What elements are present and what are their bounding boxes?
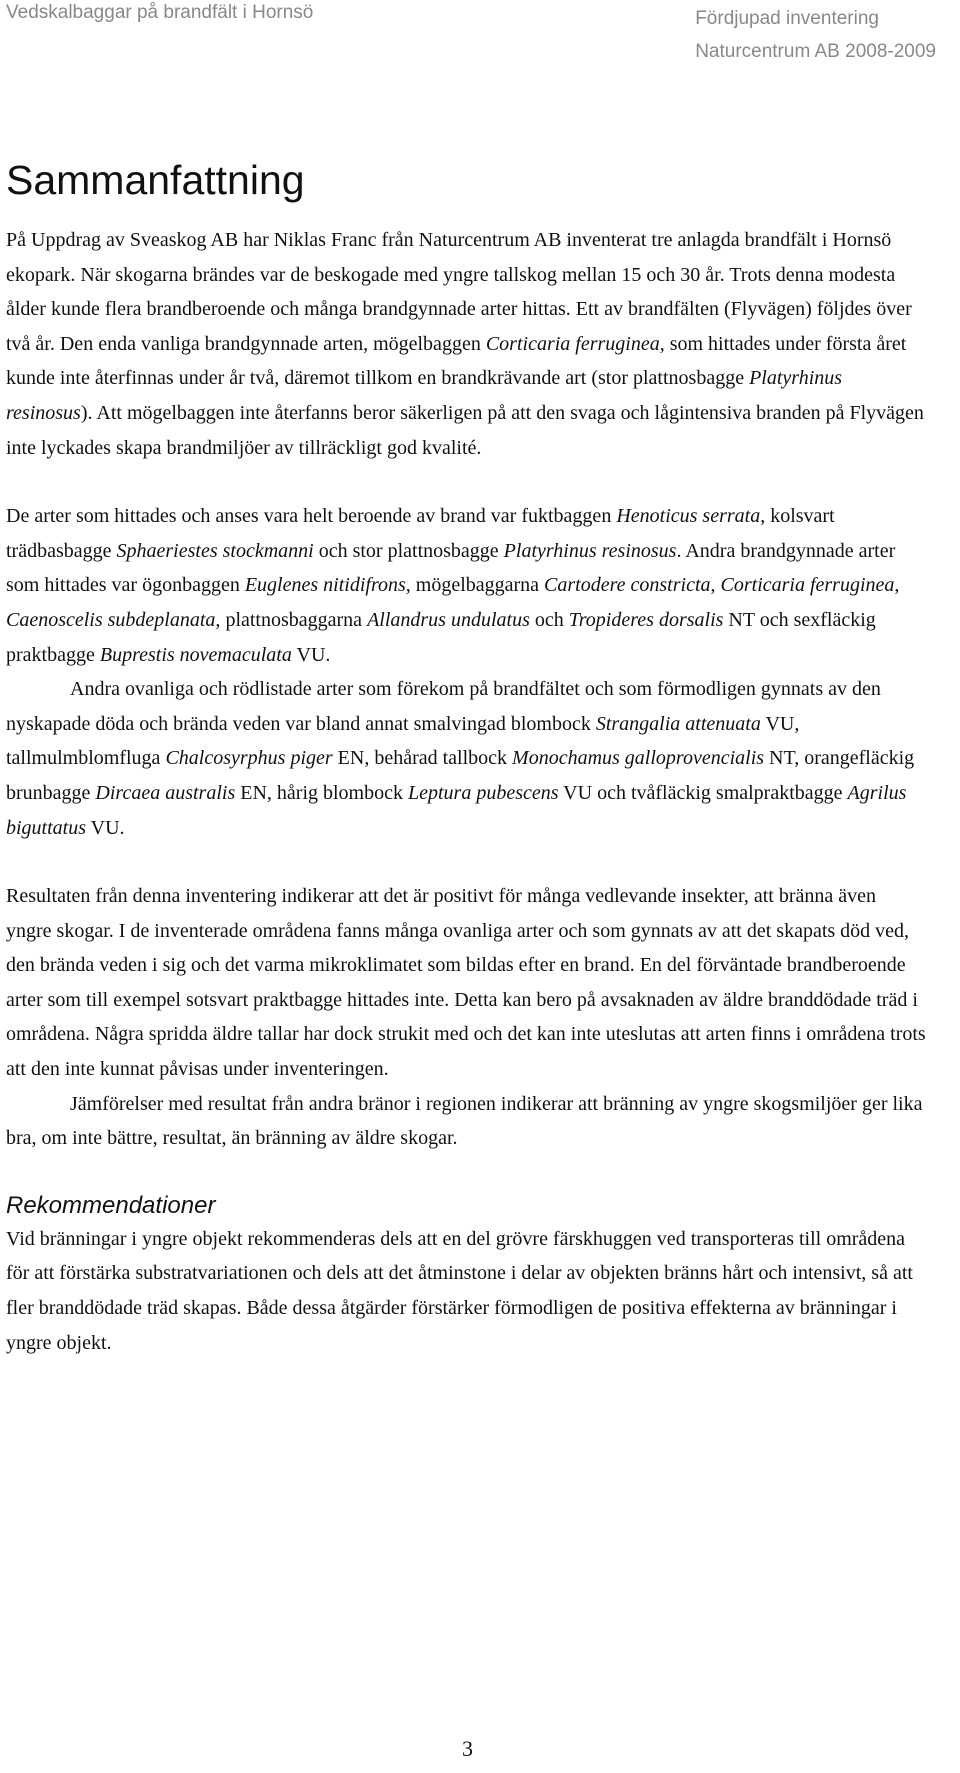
species-name: Platyrhinus resinosus <box>6 367 843 424</box>
species-name: Tropideres dorsalis <box>568 608 724 631</box>
text-run: . Andra brandgynnade arter som hittades var ögonbaggen <box>6 539 896 597</box>
paragraph-gap <box>6 845 926 879</box>
species-name: Sphaeriestes stockmanni <box>116 539 314 562</box>
species-name: Euglenes nitidifrons, <box>244 574 411 597</box>
species-name: Henoticus serrata <box>616 505 761 528</box>
subsection-title: Rekommendationer <box>6 1191 216 1219</box>
text-run: , <box>710 574 721 597</box>
header-organization-year: Naturcentrum AB 2008-2009 <box>695 41 936 62</box>
paragraph-results: Resultaten från denna inventering indikerar att det är positivt för många vedlevande insekter, att bränna även yngre skogar. I de inventerade områdena fanns många ovanliga arter och som gynnats av att det skapats död ved, den brända veden i sig och det varma mikroklimatet som bildas efter en brand. En del förväntade brandberoende arter som till exempel sotsvart praktbagge hittades inte. Detta kan bero på avsaknaden av äldre branddödade träd i områdena. Några spridda äldre tallar har dock strukit med och det kan inte uteslutas att arten finns i områdena trots att den inte kunnat påvisas under inventeringen. <box>6 885 926 1081</box>
species-name: Cartodere constricta <box>544 574 711 597</box>
text-run: plattnosbaggarna <box>220 608 368 631</box>
species-name: Dircaea australis <box>95 781 236 804</box>
text-run: , <box>894 574 900 597</box>
header-right-block <box>695 2 936 68</box>
text-run: ). Att mögelbaggen inte återfanns beror säkerligen på att den svaga och lågintensiva branden på Flyvägen inte lyckades skapa brandmiljöer av tillräckligt god kvalité. <box>6 401 924 459</box>
species-name: Allandrus undulatus <box>367 608 530 631</box>
text-run: och <box>529 608 569 631</box>
text-run: De arter som hittades och anses vara helt beroende av brand var fuktbaggen <box>6 505 617 528</box>
paragraph-summary-intro <box>6 223 926 465</box>
page-number: 3 <box>462 1736 473 1761</box>
page-header <box>0 0 960 70</box>
paragraph-comparison: Jämförelser med resultat från andra bränor i regionen indikerar att bränning av yngre skogsmiljöer ger lika bra, om inte bättre, resultat, än bränning av äldre skogar. <box>6 1092 923 1150</box>
text-run: VU, tallmulmblomfluga <box>6 712 800 770</box>
paragraph-redlisted-species <box>6 672 926 845</box>
species-name: Leptura pubescens <box>408 781 559 804</box>
text-run: , kolsvart trädbasbagge <box>6 505 835 562</box>
species-name: Agrilus biguttatus <box>6 781 907 839</box>
text-run: VU. <box>291 643 331 666</box>
text-run: NT, orangefläckig brunbagge <box>6 747 915 804</box>
text-run: NT och sexfläckig praktbagge <box>6 608 876 666</box>
text-run: EN, behårad tallbock <box>332 747 513 770</box>
paragraph-fire-dependent-species <box>6 499 926 672</box>
species-name: Strangalia attenuata <box>595 712 761 735</box>
species-name: Chalcosyrphus piger <box>165 747 333 770</box>
text-run: mögelbaggarna <box>410 574 545 597</box>
paragraph-gap <box>6 465 926 499</box>
section-title: Sammanfattning <box>6 157 305 203</box>
species-name: Caenoscelis subdeplanata, <box>6 608 221 631</box>
text-run: På Uppdrag av Sveaskog AB har Niklas Franc från Naturcentrum AB inventerat tre anlagda brandfält i Hornsö ekopark. När skogarna brändes var de beskogade med yngre tallskog mellan 15 och 30 år. Trots denna modesta ålder kunde flera brandberoende och många brandgynnade arter hittas. Ett av brandfälten (Flyvägen) följdes över två år. Den enda vanliga brandgynnade arten, mögelbaggen <box>6 229 912 355</box>
text-run: och stor plattnosbagge <box>313 539 504 562</box>
paragraph-recommendations: Vid bränningar i yngre objekt rekommenderas dels att en del grövre färskhuggen ved transporteras till områdena för att förstärka substratvariationen och dels att det åtminstone i delar av objekten bränns hårt och intensivt, så att fler branddödade träd skapas. Både dessa åtgärder förstärker förmodligen de positiva effekterna av bränningar i yngre objekt. <box>6 1227 913 1354</box>
species-name: Corticaria ferruginea, <box>485 332 665 355</box>
text-run: som hittades under första året kunde inte återfinnas under år två, däremot tillkom en brandkrävande art (stor plattnosbagge <box>6 332 907 390</box>
header-document-title: Vedskalbaggar på brandfält i Hornsö <box>6 2 314 23</box>
species-name: Monochamus galloprovencialis <box>512 747 765 770</box>
species-name: Platyrhinus resinosus <box>503 539 677 562</box>
text-run: VU. <box>86 816 125 839</box>
text-run: Andra ovanliga och rödlistade arter som förekom på brandfältet och som förmodligen gynnats av den nyskapade döda och brända veden var bland annat smalvingad blombock <box>6 678 881 735</box>
text-run: EN, hårig blombock <box>235 781 408 804</box>
header-report-type: Fördjupad inventering <box>695 8 879 29</box>
text-run: VU och tvåfläckig smalpraktbagge <box>558 781 848 804</box>
page-content <box>6 155 926 1360</box>
paragraph-gap <box>6 1156 926 1190</box>
species-name: Buprestis novemaculata <box>99 643 292 666</box>
species-name: Corticaria ferruginea <box>720 574 895 597</box>
